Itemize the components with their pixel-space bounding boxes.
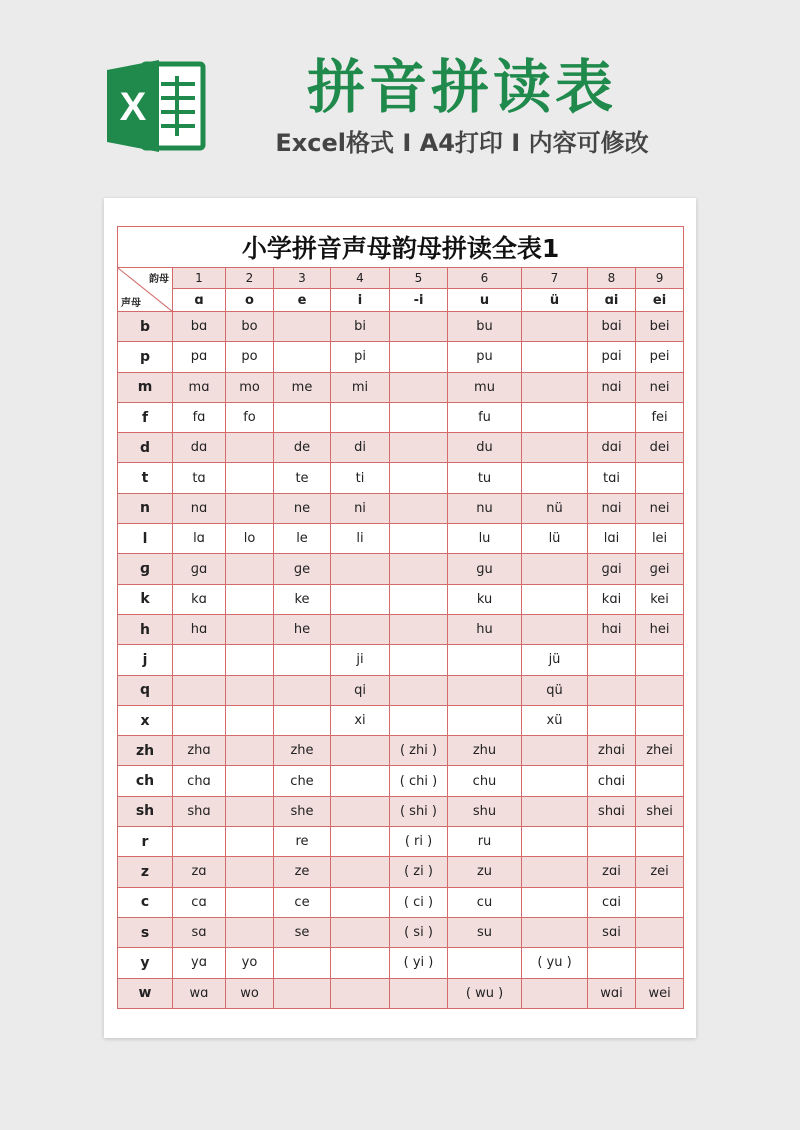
column-final: ɑ: [173, 289, 226, 312]
row-initial: k: [118, 584, 173, 614]
table-title: 小学拼音声母韵母拼读全表1: [118, 227, 684, 268]
syllable-cell: ( yu ): [522, 948, 588, 978]
syllable-cell: fei: [636, 402, 684, 432]
syllable-cell: zei: [636, 857, 684, 887]
column-final: u: [448, 289, 522, 312]
syllable-cell: dei: [636, 433, 684, 463]
syllable-cell: he: [274, 614, 331, 644]
syllable-cell: bu: [448, 312, 522, 342]
syllable-cell: [636, 675, 684, 705]
syllable-cell: [390, 614, 448, 644]
syllable-cell: [588, 705, 636, 735]
syllable-cell: [522, 463, 588, 493]
row-initial: y: [118, 948, 173, 978]
syllable-cell: nu: [448, 493, 522, 523]
table-row: [118, 524, 684, 554]
column-number: 8: [588, 268, 636, 289]
syllable-cell: hei: [636, 614, 684, 644]
syllable-cell: nei: [636, 372, 684, 402]
syllable-cell: [636, 463, 684, 493]
row-initial: q: [118, 675, 173, 705]
syllable-cell: [522, 584, 588, 614]
syllable-cell: zhe: [274, 736, 331, 766]
syllable-cell: [331, 766, 390, 796]
syllable-cell: [173, 827, 226, 857]
syllable-cell: [390, 372, 448, 402]
syllable-cell: [522, 554, 588, 584]
syllable-cell: pi: [331, 342, 390, 372]
syllable-cell: [390, 402, 448, 432]
syllable-cell: lü: [522, 524, 588, 554]
syllable-cell: ɡu: [448, 554, 522, 584]
syllable-cell: yo: [226, 948, 274, 978]
syllable-cell: [331, 402, 390, 432]
banner: [0, 0, 800, 190]
syllable-cell: [588, 645, 636, 675]
syllable-cell: [522, 827, 588, 857]
syllable-cell: cɑi: [588, 887, 636, 917]
syllable-cell: [390, 645, 448, 675]
syllable-cell: cɑ: [173, 887, 226, 917]
syllable-cell: ( chi ): [390, 766, 448, 796]
syllable-cell: [331, 887, 390, 917]
syllable-cell: mi: [331, 372, 390, 402]
syllable-cell: fo: [226, 402, 274, 432]
syllable-cell: [331, 554, 390, 584]
syllable-cell: [390, 342, 448, 372]
syllable-cell: tɑi: [588, 463, 636, 493]
syllable-cell: ce: [274, 887, 331, 917]
syllable-cell: [390, 705, 448, 735]
row-initial: t: [118, 463, 173, 493]
syllable-cell: [226, 463, 274, 493]
syllable-cell: [588, 948, 636, 978]
syllable-cell: [390, 554, 448, 584]
syllable-cell: bi: [331, 312, 390, 342]
row-initial: d: [118, 433, 173, 463]
syllable-cell: dɑ: [173, 433, 226, 463]
row-initial: z: [118, 857, 173, 887]
row-initial: s: [118, 917, 173, 947]
syllable-cell: zhei: [636, 736, 684, 766]
syllable-cell: [390, 463, 448, 493]
syllable-cell: [226, 433, 274, 463]
table-row: [118, 948, 684, 978]
syllable-cell: [448, 948, 522, 978]
row-initial: p: [118, 342, 173, 372]
table-row: [118, 887, 684, 917]
syllable-cell: ɡei: [636, 554, 684, 584]
syllable-cell: [331, 796, 390, 826]
row-initial: n: [118, 493, 173, 523]
syllable-cell: po: [226, 342, 274, 372]
table-row: [118, 978, 684, 1008]
syllable-cell: de: [274, 433, 331, 463]
logo-letter: X: [119, 85, 147, 129]
table-row: [118, 584, 684, 614]
row-initial: ɡ: [118, 554, 173, 584]
syllable-cell: te: [274, 463, 331, 493]
syllable-cell: kei: [636, 584, 684, 614]
syllable-cell: ( si ): [390, 917, 448, 947]
syllable-cell: [390, 584, 448, 614]
corner-header: [118, 268, 173, 312]
syllable-cell: [226, 857, 274, 887]
syllable-cell: [522, 736, 588, 766]
syllable-cell: [390, 493, 448, 523]
syllable-cell: me: [274, 372, 331, 402]
syllable-cell: chɑ: [173, 766, 226, 796]
column-number: 2: [226, 268, 274, 289]
syllable-cell: [331, 584, 390, 614]
syllable-cell: fɑ: [173, 402, 226, 432]
syllable-cell: zhu: [448, 736, 522, 766]
row-initial: b: [118, 312, 173, 342]
syllable-cell: [274, 402, 331, 432]
syllable-cell: [274, 705, 331, 735]
syllable-cell: nɑ: [173, 493, 226, 523]
column-final: ei: [636, 289, 684, 312]
row-initial: r: [118, 827, 173, 857]
syllable-cell: [173, 705, 226, 735]
syllable-cell: [226, 766, 274, 796]
syllable-cell: hu: [448, 614, 522, 644]
syllable-cell: bei: [636, 312, 684, 342]
syllable-cell: [636, 917, 684, 947]
syllable-cell: [331, 978, 390, 1008]
syllable-cell: nei: [636, 493, 684, 523]
syllable-cell: [331, 827, 390, 857]
table-row: [118, 312, 684, 342]
syllable-cell: lei: [636, 524, 684, 554]
column-number: 7: [522, 268, 588, 289]
syllable-cell: ji: [331, 645, 390, 675]
syllable-cell: lɑ: [173, 524, 226, 554]
syllable-cell: du: [448, 433, 522, 463]
syllable-cell: ( ci ): [390, 887, 448, 917]
syllable-cell: [636, 887, 684, 917]
column-final: ɑi: [588, 289, 636, 312]
syllable-cell: kɑ: [173, 584, 226, 614]
syllable-cell: [448, 705, 522, 735]
syllable-cell: zɑi: [588, 857, 636, 887]
syllable-cell: chu: [448, 766, 522, 796]
syllable-cell: dɑi: [588, 433, 636, 463]
syllable-cell: [226, 827, 274, 857]
syllable-cell: [226, 584, 274, 614]
syllable-cell: xü: [522, 705, 588, 735]
syllable-cell: zɑ: [173, 857, 226, 887]
syllable-cell: ke: [274, 584, 331, 614]
syllable-cell: [274, 645, 331, 675]
syllable-cell: wɑ: [173, 978, 226, 1008]
table-row: [118, 917, 684, 947]
syllable-cell: [226, 675, 274, 705]
table-row: [118, 372, 684, 402]
column-number: 4: [331, 268, 390, 289]
row-initial: f: [118, 402, 173, 432]
excel-logo-icon: [103, 58, 207, 154]
syllable-cell: [636, 766, 684, 796]
column-number: 1: [173, 268, 226, 289]
syllable-cell: pɑ: [173, 342, 226, 372]
syllable-cell: wɑi: [588, 978, 636, 1008]
syllable-cell: ( ri ): [390, 827, 448, 857]
syllable-cell: [522, 978, 588, 1008]
syllable-cell: [226, 736, 274, 766]
syllable-cell: shɑ: [173, 796, 226, 826]
table-row: [118, 705, 684, 735]
syllable-cell: [636, 645, 684, 675]
syllable-cell: ru: [448, 827, 522, 857]
banner-title: 拼音拼读表: [306, 53, 617, 121]
column-number: 3: [274, 268, 331, 289]
syllable-cell: [522, 766, 588, 796]
syllable-cell: [522, 614, 588, 644]
syllable-cell: ne: [274, 493, 331, 523]
syllable-cell: [226, 917, 274, 947]
syllable-cell: lo: [226, 524, 274, 554]
syllable-cell: [448, 675, 522, 705]
column-number: 5: [390, 268, 448, 289]
syllable-cell: sɑi: [588, 917, 636, 947]
syllable-cell: di: [331, 433, 390, 463]
syllable-cell: [274, 948, 331, 978]
syllable-cell: mɑ: [173, 372, 226, 402]
row-initial: c: [118, 887, 173, 917]
syllable-cell: shɑi: [588, 796, 636, 826]
column-number: 6: [448, 268, 522, 289]
syllable-cell: se: [274, 917, 331, 947]
row-initial: x: [118, 705, 173, 735]
column-final: e: [274, 289, 331, 312]
syllable-cell: [390, 675, 448, 705]
syllable-cell: jü: [522, 645, 588, 675]
syllable-cell: pu: [448, 342, 522, 372]
syllable-cell: ɡɑi: [588, 554, 636, 584]
syllable-cell: lɑi: [588, 524, 636, 554]
banner-subtitle: Excel格式 I A4打印 I 内容可修改: [275, 129, 649, 157]
syllable-cell: [331, 857, 390, 887]
syllable-cell: zhɑi: [588, 736, 636, 766]
row-initial: j: [118, 645, 173, 675]
syllable-cell: bo: [226, 312, 274, 342]
syllable-cell: [588, 827, 636, 857]
row-initial: sh: [118, 796, 173, 826]
syllable-cell: shu: [448, 796, 522, 826]
table-row: [118, 645, 684, 675]
row-initial: h: [118, 614, 173, 644]
syllable-cell: [390, 433, 448, 463]
syllable-cell: [588, 675, 636, 705]
syllable-cell: [173, 645, 226, 675]
table-row: [118, 463, 684, 493]
syllable-cell: ze: [274, 857, 331, 887]
syllable-cell: pei: [636, 342, 684, 372]
syllable-cell: [522, 796, 588, 826]
syllable-cell: lu: [448, 524, 522, 554]
table-row: [118, 736, 684, 766]
syllable-cell: zhɑ: [173, 736, 226, 766]
syllable-cell: re: [274, 827, 331, 857]
column-final: o: [226, 289, 274, 312]
syllable-cell: xi: [331, 705, 390, 735]
column-final: ü: [522, 289, 588, 312]
syllable-cell: li: [331, 524, 390, 554]
row-initial: zh: [118, 736, 173, 766]
syllable-cell: tu: [448, 463, 522, 493]
syllable-cell: [226, 554, 274, 584]
syllable-cell: ti: [331, 463, 390, 493]
document-page: [104, 198, 696, 1038]
syllable-cell: ( zi ): [390, 857, 448, 887]
syllable-cell: kɑi: [588, 584, 636, 614]
syllable-cell: nɑi: [588, 372, 636, 402]
table-row: [118, 675, 684, 705]
row-initial: w: [118, 978, 173, 1008]
table-row: [118, 554, 684, 584]
row-initial: m: [118, 372, 173, 402]
syllable-cell: [636, 948, 684, 978]
syllable-cell: [588, 402, 636, 432]
syllable-cell: ku: [448, 584, 522, 614]
syllable-cell: [331, 614, 390, 644]
syllable-cell: hɑ: [173, 614, 226, 644]
syllable-cell: [331, 917, 390, 947]
syllable-cell: she: [274, 796, 331, 826]
syllable-cell: nɑi: [588, 493, 636, 523]
table-row: [118, 433, 684, 463]
syllable-cell: [226, 614, 274, 644]
syllable-cell: [390, 978, 448, 1008]
syllable-cell: mo: [226, 372, 274, 402]
syllable-cell: [522, 917, 588, 947]
syllable-cell: sɑ: [173, 917, 226, 947]
syllable-cell: [274, 312, 331, 342]
syllable-cell: [331, 736, 390, 766]
syllable-cell: ( zhi ): [390, 736, 448, 766]
corner-initial-label: 声母: [121, 298, 141, 309]
syllable-cell: le: [274, 524, 331, 554]
syllable-cell: pɑi: [588, 342, 636, 372]
table-row: [118, 342, 684, 372]
table-row: [118, 857, 684, 887]
pinyin-table: [117, 226, 684, 1009]
syllable-cell: hɑi: [588, 614, 636, 644]
syllable-cell: zu: [448, 857, 522, 887]
syllable-cell: tɑ: [173, 463, 226, 493]
syllable-cell: cu: [448, 887, 522, 917]
syllable-cell: mu: [448, 372, 522, 402]
syllable-cell: ( wu ): [448, 978, 522, 1008]
syllable-cell: bɑ: [173, 312, 226, 342]
syllable-cell: [226, 493, 274, 523]
syllable-cell: yɑ: [173, 948, 226, 978]
table-row: [118, 827, 684, 857]
syllable-cell: [522, 857, 588, 887]
syllable-cell: qi: [331, 675, 390, 705]
syllable-cell: ɡe: [274, 554, 331, 584]
syllable-cell: fu: [448, 402, 522, 432]
syllable-cell: ( yi ): [390, 948, 448, 978]
column-number: 9: [636, 268, 684, 289]
syllable-cell: [636, 827, 684, 857]
syllable-cell: su: [448, 917, 522, 947]
syllable-cell: [522, 372, 588, 402]
syllable-cell: shei: [636, 796, 684, 826]
syllable-cell: [448, 645, 522, 675]
syllable-cell: [522, 887, 588, 917]
table-row: [118, 493, 684, 523]
syllable-cell: [331, 948, 390, 978]
syllable-cell: ( shi ): [390, 796, 448, 826]
syllable-cell: nü: [522, 493, 588, 523]
syllable-cell: [522, 312, 588, 342]
syllable-cell: [522, 342, 588, 372]
corner-final-label: 韵母: [149, 274, 169, 285]
table-row: [118, 614, 684, 644]
syllable-cell: [226, 645, 274, 675]
syllable-cell: [390, 524, 448, 554]
table-row: [118, 766, 684, 796]
syllable-cell: [226, 796, 274, 826]
syllable-cell: bɑi: [588, 312, 636, 342]
syllable-cell: chɑi: [588, 766, 636, 796]
syllable-cell: [226, 887, 274, 917]
syllable-cell: ni: [331, 493, 390, 523]
row-initial: ch: [118, 766, 173, 796]
syllable-cell: wo: [226, 978, 274, 1008]
syllable-cell: [274, 978, 331, 1008]
syllable-cell: [173, 675, 226, 705]
syllable-cell: [226, 705, 274, 735]
syllable-cell: [522, 433, 588, 463]
table-row: [118, 402, 684, 432]
column-final: -i: [390, 289, 448, 312]
syllable-cell: [636, 705, 684, 735]
syllable-cell: ɡɑ: [173, 554, 226, 584]
syllable-cell: [390, 312, 448, 342]
syllable-cell: [274, 342, 331, 372]
syllable-cell: [274, 675, 331, 705]
syllable-cell: wei: [636, 978, 684, 1008]
syllable-cell: che: [274, 766, 331, 796]
syllable-cell: [522, 402, 588, 432]
syllable-cell: qü: [522, 675, 588, 705]
column-final: i: [331, 289, 390, 312]
row-initial: l: [118, 524, 173, 554]
table-row: [118, 796, 684, 826]
